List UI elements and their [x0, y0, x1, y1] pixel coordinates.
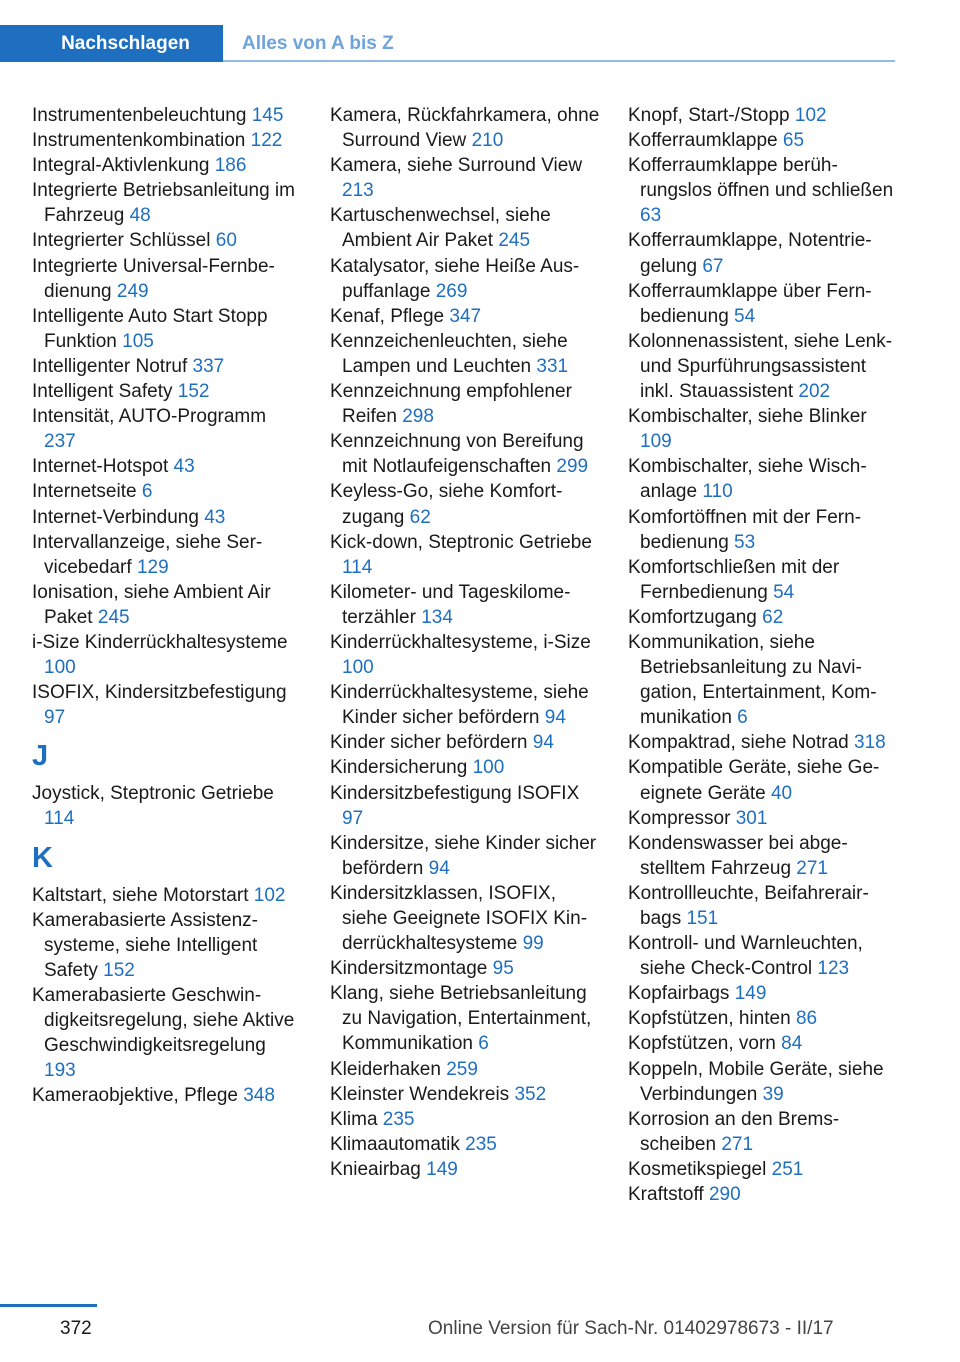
index-entry-term: Kompaktrad, siehe Notrad: [628, 732, 849, 754]
index-entry-term: Kartuschenwechsel, siehe Ambient Air Paket: [330, 205, 551, 252]
index-entry: [32, 128, 302, 153]
index-entry: [628, 931, 903, 981]
index-entry-term: Integral-Aktivlenkung: [32, 155, 210, 177]
index-entry-term: Komfortschließen mit der Fernbedienung: [628, 556, 840, 603]
index-entry: [628, 605, 903, 630]
index-entry-term: Kennzeichnung empfohlener Reifen: [330, 381, 572, 428]
index-entry-page-link[interactable]: 337: [192, 355, 225, 377]
index-entry-page-link[interactable]: 67: [702, 255, 724, 277]
index-column-2: [330, 103, 605, 1182]
index-entry-page-link[interactable]: 347: [449, 305, 482, 327]
index-entry-page-link[interactable]: 94: [544, 707, 566, 729]
index-entry: [628, 730, 903, 755]
index-entry-term: Intelligente Auto Start Stopp Funktion: [32, 305, 268, 352]
tab-nachschlagen[interactable]: Nachschlagen: [0, 25, 223, 62]
index-entry: [628, 1157, 903, 1182]
index-entry-term: Kamera, Rückfahrkamera, ohne Surround View: [330, 105, 600, 152]
index-entry: [32, 479, 302, 504]
index-entry: [628, 1107, 903, 1157]
index-entry-term: Kombischalter, siehe Blinker: [628, 406, 867, 428]
index-entry-term: Kleinster Wendekreis: [330, 1083, 510, 1105]
index-entry-page-link[interactable]: 269: [435, 280, 468, 302]
index-entry-term: Knieairbag: [330, 1158, 421, 1180]
index-entry-term: Instrumentenkombination: [32, 130, 246, 152]
index-entry-page-link[interactable]: 48: [129, 205, 151, 227]
index-entry: [628, 404, 903, 454]
index-entry: [330, 981, 605, 1056]
index-entry: [628, 630, 903, 730]
index-entry-page-link[interactable]: 210: [471, 130, 504, 152]
index-entry: [628, 228, 903, 278]
index-entry-term: Integrierter Schlüssel: [32, 230, 211, 252]
index-entry-term: Kofferraumklappe: [628, 130, 778, 152]
index-entry-term: Kofferraumklappe berührungslos öffnen und schließen: [628, 155, 894, 202]
index-entry: [32, 379, 302, 404]
index-entry-page-link[interactable]: 102: [794, 105, 827, 126]
index-entry-term: Kontrollleuchte, Beifahrerairbags: [628, 882, 869, 929]
index-entry-page-link[interactable]: 95: [492, 958, 514, 980]
index-entry: [330, 630, 605, 680]
index-entry: [330, 429, 605, 479]
index-entry-term: Kopfstützen, hinten: [628, 1008, 791, 1030]
index-entry-page-link[interactable]: 114: [342, 556, 373, 578]
index-entry-term: ISOFIX, Kindersitzbefestigung: [32, 682, 287, 704]
index-entry-page-link[interactable]: 259: [446, 1058, 478, 1080]
index-entry: [32, 178, 302, 228]
index-entry: [32, 505, 302, 530]
index-entry-term: Kamera, siehe Surround View: [330, 155, 583, 177]
index-entry-page-link[interactable]: 301: [735, 807, 768, 829]
index-entry: [330, 730, 605, 755]
index-entry-page-link[interactable]: 100: [472, 757, 505, 779]
index-entry: [32, 228, 302, 253]
index-entry: [628, 555, 903, 605]
index-entry: [330, 304, 605, 329]
section-letter: J: [32, 740, 49, 773]
index-entry: [32, 983, 302, 1083]
index-entry-term: Kameraobjektive, Pflege: [32, 1085, 238, 1107]
index-entry-term: Kinderrückhaltesysteme, i-Size: [330, 631, 591, 653]
index-entry-page-link[interactable]: 114: [44, 808, 75, 830]
index-entry-term: Klang, siehe Betriebsanleitung zu Navigation, Entertainment, Kommunikation: [330, 983, 592, 1055]
index-entry-page-link[interactable]: 6: [737, 707, 748, 729]
index-entry-term: Kinder sicher befördern: [330, 732, 528, 754]
index-entry-term: Kenaf, Pflege: [330, 305, 445, 327]
index-entry-term: Internet-Verbindung: [32, 506, 199, 528]
section-letter: K: [32, 841, 53, 874]
index-entry-page-link[interactable]: 110: [702, 481, 733, 503]
index-entry-term: Kofferraumklappe über Fernbedienung: [628, 280, 872, 327]
index-entry: [330, 1107, 605, 1132]
index-entry-term: Komfortzugang: [628, 606, 757, 628]
index-entry: [330, 881, 605, 956]
index-entry-page-link[interactable]: 86: [795, 1008, 818, 1030]
index-entry: [32, 680, 302, 730]
index-entry: [32, 254, 302, 304]
index-entry-page-link[interactable]: 129: [136, 556, 169, 578]
index-entry: [330, 254, 605, 304]
index-entry-page-link[interactable]: 271: [721, 1133, 754, 1155]
index-entry-page-link[interactable]: 290: [708, 1184, 741, 1206]
index-entry-term: Internet-Hotspot: [32, 456, 169, 478]
index-entry: [32, 530, 302, 580]
index-entry-page-link[interactable]: 298: [402, 406, 434, 428]
index-entry-term: Integrierte Universal-Fernbedienung: [32, 255, 275, 302]
index-entry-page-link[interactable]: 299: [556, 456, 589, 478]
index-entry-page-link[interactable]: 109: [640, 431, 672, 453]
index-entry: [330, 1157, 605, 1182]
index-entry: [628, 505, 903, 555]
index-entry-page-link[interactable]: 235: [382, 1108, 415, 1130]
index-entry-term: Komfortöffnen mit der Fernbedienung: [628, 506, 862, 553]
index-entry: [330, 203, 605, 253]
index-entry: [32, 454, 302, 479]
index-entry-page-link[interactable]: 102: [253, 884, 286, 906]
index-entry-page-link[interactable]: 62: [409, 506, 431, 528]
index-entry-page-link[interactable]: 54: [773, 581, 795, 603]
index-entry-page-link[interactable]: 99: [522, 933, 544, 955]
index-entry-term: Knopf, Start-/Stopp: [628, 105, 790, 126]
index-entry-term: Kommunikation, siehe Betriebsanleitung zu Navigation, Entertainment, Kommunikation: [628, 631, 877, 729]
index-entry-page-link[interactable]: 65: [782, 130, 805, 152]
index-entry-page-link[interactable]: 149: [734, 983, 767, 1005]
page-number: 372: [60, 1318, 92, 1339]
index-entry-term: Instrumentenbeleuchtung: [32, 105, 247, 126]
index-entry-term: Korrosion an den Bremsscheiben: [628, 1108, 840, 1155]
index-entry-page-link[interactable]: 94: [532, 732, 554, 754]
index-entry-term: Kosmetikspiegel: [628, 1158, 767, 1180]
index-entry-term: Kontroll- und Warnleuchten, siehe Check-Control: [628, 933, 863, 980]
index-entry-page-link[interactable]: 43: [173, 456, 195, 478]
index-entry-page-link[interactable]: 122: [250, 130, 283, 152]
index-entry-term: Kamerabasierte Geschwindigkeitsregelung, siehe Aktive Geschwindigkeitsregelung: [32, 984, 295, 1057]
index-entry: [628, 128, 903, 153]
index-entry-term: Kindersitzklassen, ISOFIX, siehe Geeignete ISOFIX Kinderrückhaltesysteme: [330, 882, 588, 955]
page-header: [0, 0, 960, 62]
index-entry: [32, 908, 302, 983]
index-entry-page-link[interactable]: 43: [204, 506, 226, 528]
index-entry-page-link[interactable]: 249: [116, 280, 149, 302]
index-entry-term: Kaltstart, siehe Motorstart: [32, 884, 249, 906]
index-entry: [628, 153, 903, 228]
index-column-1: [32, 103, 302, 1108]
index-entry: [32, 404, 302, 454]
index-entry: [32, 580, 302, 630]
index-entry-page-link[interactable]: 149: [426, 1158, 458, 1180]
index-entry: [32, 1083, 302, 1108]
index-entry: [628, 755, 903, 805]
index-entry-page-link[interactable]: 94: [428, 857, 450, 879]
index-entry: [628, 881, 903, 931]
index-entry-page-link[interactable]: 39: [762, 1083, 784, 1105]
index-entry-term: Koppeln, Mobile Geräte, siehe Verbindungen: [628, 1058, 884, 1105]
index-entry-term: Joystick, Steptronic Getriebe: [32, 783, 274, 805]
index-entry: [330, 530, 605, 580]
header-divider: [223, 60, 895, 62]
index-entry-term: Kindersicherung: [330, 757, 468, 779]
index-entry-page-link[interactable]: 97: [342, 807, 364, 829]
index-entry-term: Kennzeichenleuchten, siehe Lampen und Leuchten: [330, 330, 568, 377]
index-entry-page-link[interactable]: 62: [762, 606, 784, 628]
index-entry: [628, 454, 903, 504]
index-entry-term: Keyless-Go, siehe Komfortzugang: [330, 481, 563, 528]
index-entry-page-link[interactable]: 6: [478, 1033, 489, 1055]
index-entry-term: Kompressor: [628, 807, 731, 829]
index-entry-page-link[interactable]: 186: [214, 155, 247, 177]
index-entry-term: Intelligenter Notruf: [32, 355, 188, 377]
index-entry-page-link[interactable]: 193: [44, 1060, 76, 1082]
index-entry-page-link[interactable]: 152: [177, 381, 210, 403]
index-entry: [330, 680, 605, 730]
index-entry-page-link[interactable]: 213: [342, 180, 374, 202]
index-entry-term: Kolonnenassistent, siehe Lenk- und Spurführungsassistent inkl. Stauassistent: [628, 330, 893, 403]
index-entry-page-link[interactable]: 84: [781, 1033, 803, 1055]
index-entry-page-link[interactable]: 105: [122, 330, 154, 352]
index-entry-page-link[interactable]: 123: [817, 958, 850, 980]
index-entry-page-link[interactable]: 60: [215, 230, 237, 252]
index-entry: [330, 956, 605, 981]
index-entry: [330, 329, 605, 379]
index-entry: [628, 1031, 903, 1056]
index-entry-term: Kick-down, Steptronic Getriebe: [330, 531, 592, 553]
index-entry-page-link[interactable]: 53: [734, 531, 756, 553]
index-entry-page-link[interactable]: 348: [243, 1085, 275, 1107]
index-entry-term: Klimaautomatik: [330, 1133, 460, 1155]
index-entry-page-link[interactable]: 237: [44, 431, 76, 453]
index-entry: [628, 279, 903, 329]
index-entry-page-link[interactable]: 151: [686, 908, 719, 929]
index-entry: [330, 580, 605, 630]
index-entry-page-link[interactable]: 331: [536, 355, 569, 377]
index-entry-term: Kleiderhaken: [330, 1058, 441, 1080]
index-column-3: [628, 103, 903, 1207]
index-entry-page-link[interactable]: 152: [103, 959, 135, 981]
index-entry: [32, 781, 302, 831]
index-entry-term: Kompatible Geräte, siehe Geeignete Geräte: [628, 757, 880, 804]
index-entry: [330, 831, 605, 881]
index-entry-page-link[interactable]: 6: [141, 481, 153, 503]
index-entry-page-link[interactable]: 100: [342, 657, 374, 679]
index-entry-term: Kopfairbags: [628, 983, 730, 1005]
index-entry-term: Kindersitzmontage: [330, 958, 488, 980]
index-entry-term: Kofferraumklappe, Notentriegelung: [628, 230, 872, 277]
index-entry-term: Kondenswasser bei abgestelltem Fahrzeug: [628, 832, 848, 879]
index-entry: [330, 479, 605, 529]
index-entry-page-link[interactable]: 54: [734, 305, 756, 327]
index-entry: [330, 755, 605, 780]
index-entry: [32, 883, 302, 908]
index-entry-page-link[interactable]: 318: [854, 732, 886, 754]
index-entry-term: Intensität, AUTO-Programm: [32, 406, 267, 428]
index-entry: [330, 781, 605, 831]
index-entry: [628, 981, 903, 1006]
index-entry-page-link[interactable]: 40: [770, 782, 793, 804]
index-entry-term: Kindersitze, siehe Kinder sicher befördern: [330, 832, 597, 879]
index-entry: [32, 153, 302, 178]
index-entry-term: Katalysator, siehe Heiße Auspuffanlage: [330, 255, 580, 302]
index-entry-page-link[interactable]: 235: [465, 1133, 497, 1155]
index-entry: [330, 1082, 605, 1107]
index-entry-term: Intervallanzeige, siehe Servicebedarf: [32, 531, 263, 578]
footer-version-text: Online Version für Sach-Nr. 01402978673 - II/17: [428, 1318, 834, 1339]
index-entry: [330, 1132, 605, 1157]
index-entry-page-link[interactable]: 145: [251, 105, 284, 126]
index-entry-page-link[interactable]: 352: [514, 1083, 547, 1105]
index-entry: [628, 1182, 903, 1207]
index-entry: [330, 103, 605, 153]
index-entry: [32, 630, 302, 680]
tab-alles-von-a-bis-z[interactable]: Alles von A bis Z: [242, 32, 394, 54]
index-entry-term: Kinderrückhaltesysteme, siehe Kinder sicher befördern: [330, 682, 589, 729]
index-entry-page-link[interactable]: 97: [44, 707, 66, 729]
index-entry: [32, 304, 302, 354]
index-entry-page-link[interactable]: 100: [44, 657, 76, 679]
index-entry: [628, 1006, 903, 1031]
index-entry: [330, 153, 605, 203]
index-entry-page-link[interactable]: 251: [771, 1158, 804, 1180]
index-entry: [628, 806, 903, 831]
index-entry-term: i-Size Kinderrückhaltesysteme: [32, 631, 288, 653]
index-entry-term: Kindersitzbefestigung ISOFIX: [330, 782, 580, 804]
index-entry-term: Kilometer- und Tageskilometerzähler: [330, 581, 571, 628]
index-entry-term: Ionisation, siehe Ambient Air Paket: [32, 581, 271, 628]
index-entry-page-link[interactable]: 63: [640, 205, 662, 227]
index-entry-page-link[interactable]: 202: [798, 381, 831, 403]
index-entry-page-link[interactable]: 134: [421, 606, 453, 628]
index-entry: [32, 354, 302, 379]
index-entry: [628, 329, 903, 404]
index-entry: [628, 1057, 903, 1107]
index-entry: [32, 103, 302, 128]
index-entry: [628, 103, 903, 128]
index-entry: [330, 379, 605, 429]
index-entry-term: Klima: [330, 1108, 378, 1130]
index-entry: [628, 831, 903, 881]
index-entry-term: Kamerabasierte Assistenzsysteme, siehe Intelligent Safety: [32, 909, 258, 981]
index-entry-term: Integrierte Betriebsanleitung im Fahrzeug: [32, 180, 295, 227]
index-entry-page-link[interactable]: 271: [796, 857, 828, 879]
index-entry-term: Internetseite: [32, 481, 137, 503]
index-entry-page-link[interactable]: 245: [498, 230, 531, 252]
index-entry-term: Intelligent Safety: [32, 381, 173, 403]
index-entry-term: Kombischalter, siehe Wischanlage: [628, 456, 867, 503]
index-entry-term: Kraftstoff: [628, 1184, 704, 1206]
index-entry: [330, 1057, 605, 1082]
index-entry-term: Kopfstützen, vorn: [628, 1033, 776, 1055]
footer-rule: [0, 1304, 97, 1307]
index-entry-term: Kennzeichnung von Bereifung mit Notlaufeigenschaften: [330, 431, 584, 478]
index-entry-page-link[interactable]: 245: [97, 606, 130, 628]
